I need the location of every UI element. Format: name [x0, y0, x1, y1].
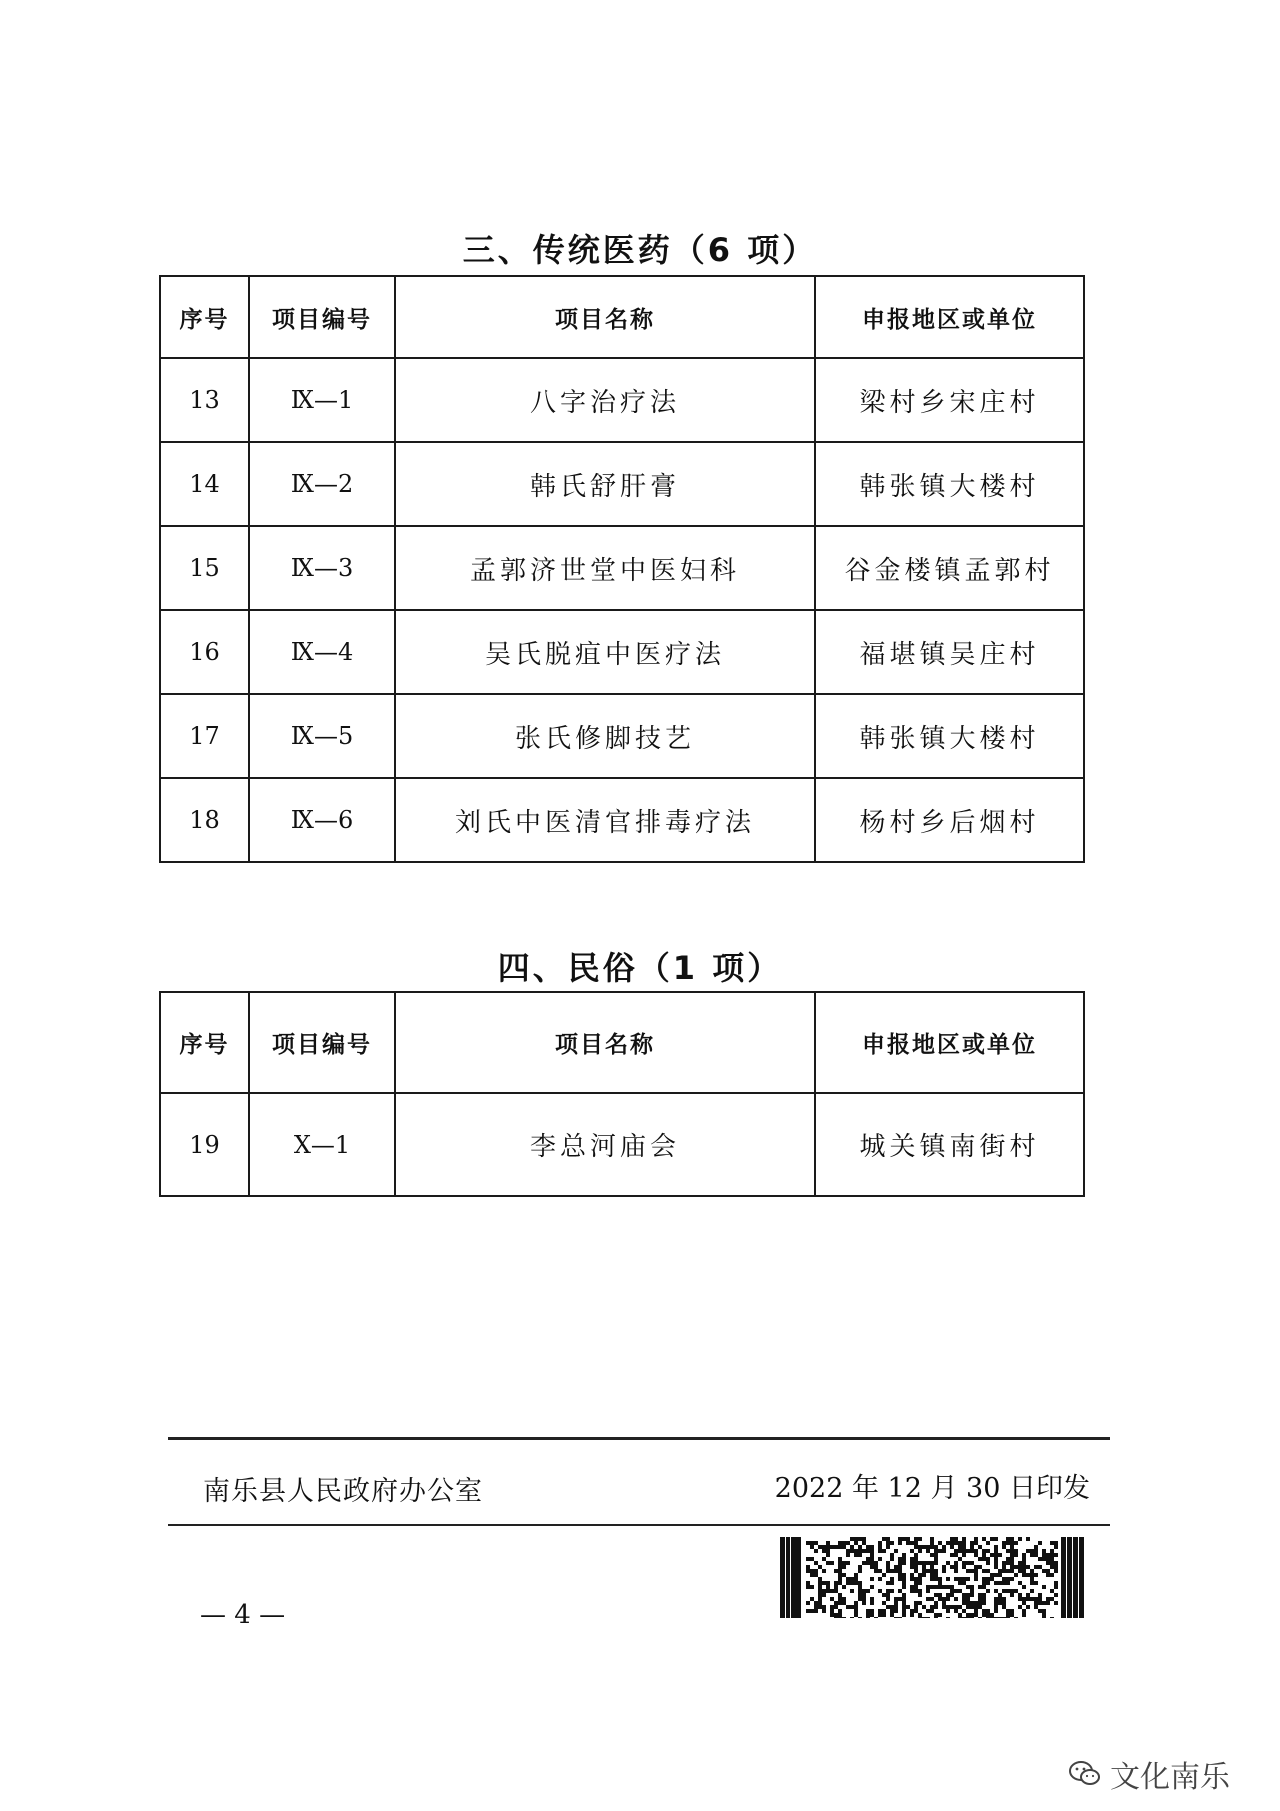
- cell-name: 刘氏中医清官排毒疗法: [395, 778, 815, 862]
- issue-date: 2022 年 12 月 30 日印发: [774, 1473, 1090, 1504]
- folk-custom-table: [159, 991, 1085, 1197]
- cell-code: Ⅸ—2: [249, 442, 395, 526]
- issuer: 南乐县人民政府办公室: [203, 1476, 483, 1507]
- cell-region: 梁村乡宋庄村: [815, 358, 1084, 442]
- table-row: [160, 610, 1084, 694]
- cell-region: 谷金楼镇孟郭村: [815, 526, 1084, 610]
- cell-index: 17: [160, 694, 249, 778]
- barcode-image: [780, 1537, 1085, 1618]
- cell-code: Ⅸ—5: [249, 694, 395, 778]
- header-code: 项目编号: [249, 276, 395, 358]
- footer-top-rule: [168, 1437, 1110, 1440]
- section-title-folk-custom: 四、民俗（1 项）: [497, 949, 783, 987]
- header-region: 申报地区或单位: [815, 992, 1084, 1093]
- cell-index: 16: [160, 610, 249, 694]
- header-index: 序号: [160, 992, 249, 1093]
- header-index: 序号: [160, 276, 249, 358]
- header-code: 项目编号: [249, 992, 395, 1093]
- cell-index: 13: [160, 358, 249, 442]
- cell-index: 14: [160, 442, 249, 526]
- cell-name: 孟郭济世堂中医妇科: [395, 526, 815, 610]
- cell-region: 城关镇南街村: [815, 1093, 1084, 1196]
- cell-index: 19: [160, 1093, 249, 1196]
- barcode-right-bars: [1061, 1537, 1084, 1618]
- cell-name: 八字治疗法: [395, 358, 815, 442]
- table-header-row: [160, 992, 1084, 1093]
- cell-code: Ⅸ—1: [249, 358, 395, 442]
- cell-region: 杨村乡后烟村: [815, 778, 1084, 862]
- section-title-traditional-medicine: 三、传统医药（6 项）: [462, 231, 818, 269]
- cell-code: Ⅹ—1: [249, 1093, 395, 1196]
- traditional-medicine-table: [159, 275, 1085, 863]
- cell-index: 15: [160, 526, 249, 610]
- table-row: [160, 442, 1084, 526]
- cell-name: 吴氏脱疽中医疗法: [395, 610, 815, 694]
- table-row: [160, 358, 1084, 442]
- header-name: 项目名称: [395, 276, 815, 358]
- cell-name: 韩氏舒肝膏: [395, 442, 815, 526]
- cell-code: Ⅸ—3: [249, 526, 395, 610]
- cell-region: 韩张镇大楼村: [815, 694, 1084, 778]
- header-name: 项目名称: [395, 992, 815, 1093]
- cell-code: Ⅸ—6: [249, 778, 395, 862]
- cell-code: Ⅸ—4: [249, 610, 395, 694]
- header-region: 申报地区或单位: [815, 276, 1084, 358]
- table-row: [160, 778, 1084, 862]
- cell-region: 福堪镇吴庄村: [815, 610, 1084, 694]
- table-header-row: [160, 276, 1084, 358]
- footer-bottom-rule: [168, 1524, 1110, 1526]
- watermark-label: 文化南乐: [1110, 1760, 1230, 1795]
- cell-name: 李总河庙会: [395, 1093, 815, 1196]
- table-row: [160, 1093, 1084, 1196]
- cell-name: 张氏修脚技艺: [395, 694, 815, 778]
- barcode-left-bars: [780, 1537, 801, 1618]
- wechat-icon: [1068, 1759, 1102, 1789]
- page-number: — 4 —: [200, 1600, 286, 1630]
- watermark: [1068, 1752, 1230, 1796]
- barcode-pattern: [806, 1537, 1058, 1618]
- table-row: [160, 526, 1084, 610]
- cell-index: 18: [160, 778, 249, 862]
- table-row: [160, 694, 1084, 778]
- cell-region: 韩张镇大楼村: [815, 442, 1084, 526]
